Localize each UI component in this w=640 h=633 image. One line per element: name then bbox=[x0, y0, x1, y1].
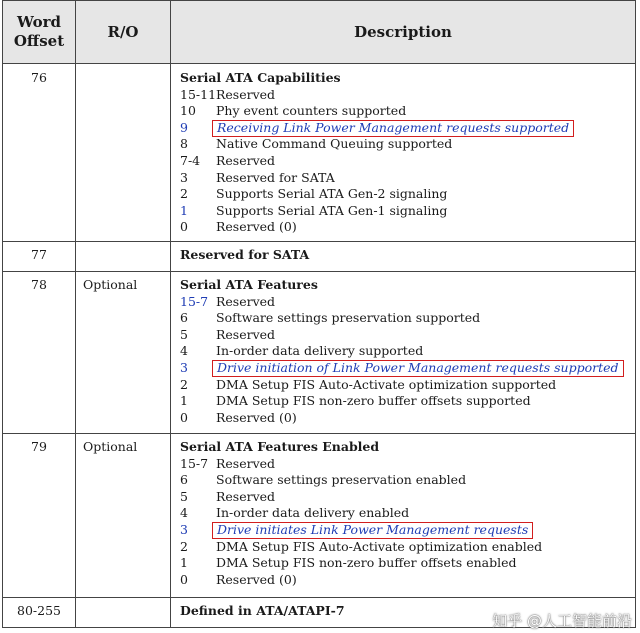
word-offset-cell: 76 bbox=[31, 70, 47, 85]
bit-row bbox=[180, 186, 574, 203]
bit-row bbox=[180, 539, 542, 556]
bit-description: Native Command Queuing supported bbox=[216, 136, 453, 152]
column-divider bbox=[75, 1, 76, 627]
bit-number: 1 bbox=[180, 393, 188, 409]
bit-row bbox=[180, 505, 542, 522]
word-offset-cell: 78 bbox=[31, 277, 47, 292]
bit-description: DMA Setup FIS Auto-Activate optimization enabled bbox=[216, 538, 543, 554]
bit-number: 3 bbox=[180, 521, 188, 537]
bit-description: Reserved bbox=[216, 152, 276, 168]
description-cell bbox=[180, 70, 574, 236]
bit-description: Reserved (0) bbox=[216, 409, 297, 425]
bit-description: Reserved for SATA bbox=[216, 169, 335, 185]
bit-number: 3 bbox=[180, 359, 188, 375]
bit-description: DMA Setup FIS Auto-Activate optimization supported bbox=[216, 376, 557, 392]
field-title: Reserved for SATA bbox=[180, 247, 310, 262]
bit-row bbox=[180, 360, 624, 377]
bit-description: Software settings preservation enabled bbox=[216, 472, 467, 488]
bit-row bbox=[180, 555, 542, 572]
bit-row bbox=[180, 327, 624, 344]
word-offset-cell: 77 bbox=[31, 247, 47, 262]
bit-row bbox=[180, 203, 574, 220]
highlighted-bit-description: Receiving Link Power Management requests supported bbox=[212, 120, 574, 137]
bit-description: Reserved bbox=[216, 326, 276, 342]
description-cell bbox=[180, 277, 624, 426]
watermark: 知乎 @人工智能前沿 bbox=[492, 612, 632, 630]
field-title: Serial ATA Features bbox=[180, 277, 318, 292]
bit-number: 1 bbox=[180, 202, 188, 218]
field-title: Defined in ATA/ATAPI-7 bbox=[180, 603, 345, 618]
bit-row bbox=[180, 136, 574, 153]
bit-description: Reserved bbox=[216, 488, 276, 504]
bit-row bbox=[180, 572, 542, 589]
word-offset-cell: 80-255 bbox=[17, 603, 61, 618]
ro-cell: Optional bbox=[83, 277, 138, 292]
bit-row bbox=[180, 456, 542, 473]
bit-number: 0 bbox=[180, 219, 188, 235]
bit-description: Software settings preservation supported bbox=[216, 310, 481, 326]
bit-description: In-order data delivery enabled bbox=[216, 505, 410, 521]
bit-description: DMA Setup FIS non-zero buffer offsets enabled bbox=[216, 555, 517, 571]
row-divider bbox=[3, 271, 635, 272]
bit-number: 7-4 bbox=[180, 152, 201, 168]
bit-number: 10 bbox=[180, 103, 196, 119]
bit-row bbox=[180, 393, 624, 410]
bit-description: Reserved bbox=[216, 293, 276, 309]
bit-row bbox=[180, 120, 574, 137]
bit-number: 0 bbox=[180, 409, 188, 425]
highlighted-bit-description: Drive initiation of Link Power Management requests supported bbox=[212, 360, 624, 377]
bit-number: 8 bbox=[180, 136, 188, 152]
bit-row bbox=[180, 377, 624, 394]
bit-row bbox=[180, 343, 624, 360]
bit-number: 5 bbox=[180, 326, 188, 342]
bit-number: 2 bbox=[180, 538, 188, 554]
bit-row bbox=[180, 489, 542, 506]
bit-number: 1 bbox=[180, 555, 188, 571]
table-header bbox=[3, 1, 635, 64]
bit-description: Supports Serial ATA Gen-2 signaling bbox=[216, 186, 448, 202]
header-description: Description bbox=[354, 22, 452, 41]
bit-row bbox=[180, 522, 542, 539]
bit-description: DMA Setup FIS non-zero buffer offsets supported bbox=[216, 393, 531, 409]
bit-description: Reserved bbox=[216, 86, 276, 102]
bit-row bbox=[180, 219, 574, 236]
bit-number: 15-11 bbox=[180, 86, 217, 102]
bit-number: 6 bbox=[180, 310, 188, 326]
bit-number: 9 bbox=[180, 119, 188, 135]
description-cell bbox=[180, 247, 309, 264]
bit-row bbox=[180, 410, 624, 427]
bit-row bbox=[180, 103, 574, 120]
bit-description: In-order data delivery supported bbox=[216, 343, 424, 359]
bit-number: 3 bbox=[180, 169, 188, 185]
bit-row bbox=[180, 310, 624, 327]
description-cell bbox=[180, 439, 542, 588]
field-title: Serial ATA Features Enabled bbox=[180, 439, 380, 454]
bit-number: 4 bbox=[180, 343, 188, 359]
bit-number: 15-7 bbox=[180, 455, 209, 471]
row-divider bbox=[3, 597, 635, 598]
bit-row bbox=[180, 170, 574, 187]
bit-number: 15-7 bbox=[180, 293, 209, 309]
field-title: Serial ATA Capabilities bbox=[180, 70, 341, 85]
header-word-offset: Word Offset bbox=[13, 13, 65, 50]
header-ro: R/O bbox=[107, 22, 139, 41]
bit-description: Reserved bbox=[216, 455, 276, 471]
bit-description: Phy event counters supported bbox=[216, 103, 407, 119]
bit-row bbox=[180, 87, 574, 104]
bit-row bbox=[180, 294, 624, 311]
bit-number: 6 bbox=[180, 472, 188, 488]
description-cell bbox=[180, 603, 345, 620]
ro-cell: Optional bbox=[83, 439, 138, 454]
bit-description: Reserved (0) bbox=[216, 219, 297, 235]
bit-description: Reserved (0) bbox=[216, 571, 297, 587]
bit-number: 2 bbox=[180, 376, 188, 392]
identify-device-table bbox=[2, 0, 636, 628]
bit-number: 5 bbox=[180, 488, 188, 504]
bit-number: 2 bbox=[180, 186, 188, 202]
word-offset-cell: 79 bbox=[31, 439, 47, 454]
highlighted-bit-description: Drive initiates Link Power Management requests bbox=[212, 522, 533, 539]
bit-row bbox=[180, 472, 542, 489]
bit-number: 0 bbox=[180, 571, 188, 587]
bit-number: 4 bbox=[180, 505, 188, 521]
column-divider bbox=[170, 1, 171, 627]
row-divider bbox=[3, 241, 635, 242]
bit-description: Supports Serial ATA Gen-1 signaling bbox=[216, 202, 448, 218]
bit-row bbox=[180, 153, 574, 170]
row-divider bbox=[3, 433, 635, 434]
